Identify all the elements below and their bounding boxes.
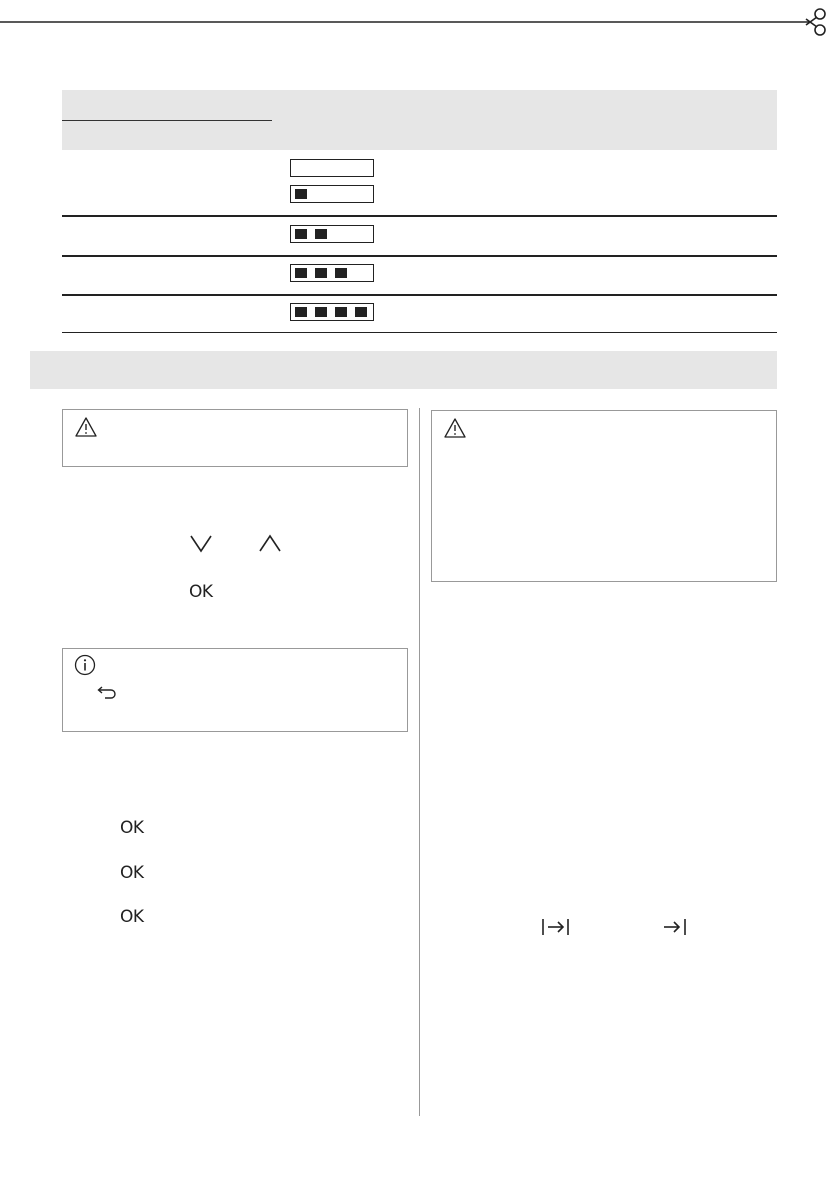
level-bar-1 <box>290 185 374 203</box>
info-circle-icon <box>74 654 96 676</box>
level-segment <box>295 307 307 317</box>
level-segment <box>315 307 327 317</box>
level-segment <box>335 268 347 278</box>
row-divider <box>62 294 777 296</box>
level-segment <box>335 307 347 317</box>
level-segment <box>295 189 307 199</box>
warning-box-left <box>62 409 408 467</box>
row-divider <box>62 215 777 217</box>
chevron-down-icon <box>189 532 213 554</box>
level-segment <box>355 307 367 317</box>
column-divider <box>419 408 420 1116</box>
level-segment <box>315 229 327 239</box>
level-segment <box>295 268 307 278</box>
ok-key-icon: OK <box>120 907 144 927</box>
level-bar-4 <box>290 303 374 321</box>
level-bar-2 <box>290 225 374 243</box>
warning-triangle-icon <box>444 418 466 438</box>
table-bottom-rule <box>62 332 777 333</box>
arrow-right-icon <box>662 916 688 938</box>
back-arrow-icon <box>95 685 117 701</box>
info-box <box>62 648 408 732</box>
skip-to-end-icon <box>541 916 571 938</box>
level-segment <box>295 229 307 239</box>
chevron-up-icon <box>258 532 282 554</box>
level-segment <box>315 268 327 278</box>
warning-box-right <box>431 410 777 582</box>
section-header <box>30 351 777 389</box>
level-bar-0 <box>290 159 374 177</box>
level-bar-3 <box>290 264 374 282</box>
scissors-icon <box>806 9 825 35</box>
row-divider <box>62 255 777 257</box>
table-header-rule <box>62 120 272 121</box>
ok-key-icon: OK <box>189 582 213 602</box>
ok-key-icon: OK <box>120 818 144 838</box>
warning-triangle-icon <box>75 417 97 437</box>
ok-key-icon: OK <box>120 863 144 883</box>
cut-line <box>0 0 839 44</box>
